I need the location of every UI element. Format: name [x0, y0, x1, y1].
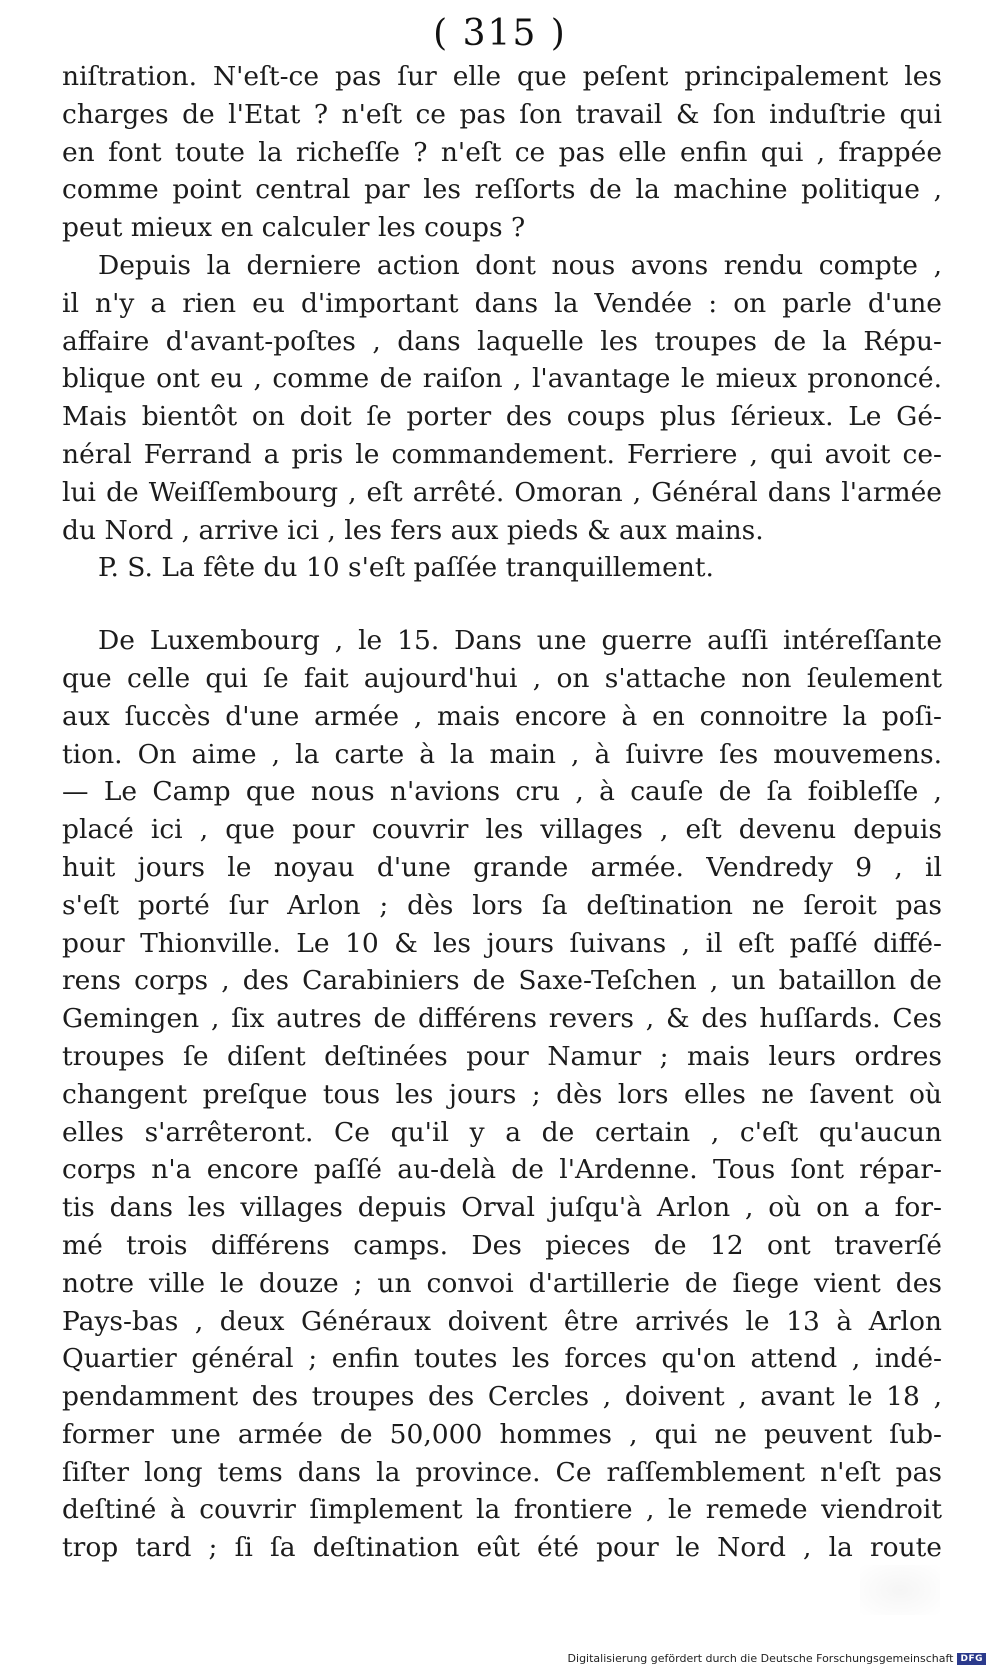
text-line: corps n'a encore paſſé au-delà de l'Ardenne. Tous ſont répar-: [62, 1154, 942, 1186]
text-line: Gemingen , ſix autres de différens revers , & des huſſards. Ces: [62, 1003, 942, 1035]
text-line: mé trois différens camps. Des pieces de 12 ont traverſé: [62, 1229, 942, 1261]
text-line: en font toute la richeſſe ? n'eſt ce pas elle enfin qui , frappée: [62, 136, 942, 168]
text-line: Pays-bas , deux Généraux doivent être arrivés le 13 à Arlon: [62, 1305, 942, 1337]
text-line: Depuis la derniere action dont nous avons rendu compte ,: [98, 249, 942, 281]
text-line: charges de l'Etat ? n'eſt ce pas ſon travail & ſon induſtrie qui: [62, 98, 942, 130]
postscript-line: P. S. La fête du 10 s'eſt paſſée tranquillement.: [98, 552, 714, 584]
text-line: — Le Camp que nous n'avions cru , à cauſe de ſa foibleſſe ,: [62, 776, 942, 808]
text-line: tion. On aime , la carte à la main , à ſuivre ſes mouvemens.: [62, 738, 942, 770]
text-line: peut mieux en calculer les coups ?: [62, 212, 526, 244]
text-line: que celle qui ſe fait aujourd'hui , on s'attache non ſeulement: [62, 662, 942, 694]
dateline: De Luxembourg , le 15. Dans une guerre auſſi intéreſſante: [98, 625, 942, 657]
text-line: du Nord , arrive ici , les fers aux pieds & aux mains.: [62, 514, 764, 546]
paragraph-gap: [62, 587, 942, 622]
text-line: affaire d'avant-poſtes , dans laquelle les troupes de la Répu-: [62, 325, 942, 357]
text-line: trop tard ; ſi ſa deſtination eût été pour le Nord , la route: [62, 1532, 942, 1564]
text-line: huit jours le noyau d'une grande armée. Vendredy 9 , il: [62, 851, 942, 883]
text-line: changent preſque tous les jours ; dès lors elles ne ſavent où: [62, 1078, 942, 1110]
page-number: ( 315 ): [433, 13, 567, 54]
text-line: pendamment des troupes des Cercles , doivent , avant le 18 ,: [62, 1381, 942, 1413]
text-line: niſtration. N'eſt-ce pas ſur elle que peſent principalement les: [62, 61, 942, 92]
text-line: aux ſuccès d'une armée , mais encore à en connoitre la poſi-: [62, 700, 942, 732]
text-line: troupes ſe diſent deſtinées pour Namur ; mais leurs ordres: [62, 1040, 942, 1072]
text-line: elles s'arrêteront. Ce qu'il y a de certain , c'eſt qu'aucun: [62, 1116, 942, 1148]
text-line: tis dans les villages depuis Orval juſqu'à Arlon , où on a for-: [62, 1192, 942, 1224]
text-line: Mais bientôt on doit ſe porter des coups plus ſérieux. Le Gé-: [62, 401, 942, 433]
body-text: [62, 58, 942, 1567]
dfg-logo: DFG: [957, 1653, 986, 1665]
text-line: rens corps , des Carabiniers de Saxe-Teſchen , un bataillon de: [62, 965, 942, 997]
digitization-credit: [568, 1652, 986, 1665]
text-line: blique ont eu , comme de raiſon , l'avantage le mieux prononcé.: [62, 363, 942, 395]
text-line: s'eſt porté ſur Arlon ; dès lors ſa deſtination ne ſeroit pas: [62, 889, 942, 921]
text-line: pour Thionville. Le 10 & les jours ſuivans , il eſt paſſé diffé-: [62, 927, 942, 959]
text-line: Quartier général ; enfin toutes les forces qu'on attend , indé-: [62, 1343, 942, 1375]
text-line: notre ville le douze ; un convoi d'artillerie de ſiege vient des: [62, 1267, 942, 1299]
text-line: deſtiné à couvrir ſimplement la frontiere , le remede viendroit: [62, 1494, 942, 1526]
text-line: former une armée de 50,000 hommes , qui ne peuvent ſub-: [62, 1418, 942, 1450]
text-line: il n'y a rien eu d'important dans la Vendée : on parle d'une: [62, 287, 942, 319]
scan-smudge: [860, 1565, 940, 1615]
text-line: placé ici , que pour couvrir les villages , eſt devenu depuis: [62, 814, 942, 846]
text-line: comme point central par les reſſorts de la machine politique ,: [62, 174, 942, 206]
credit-text: Digitalisierung gefördert durch die Deutsche Forschungsgemeinschaft: [567, 1652, 954, 1665]
text-line: néral Ferrand a pris le commandement. Ferriere , qui avoit ce-: [62, 438, 942, 470]
text-line: lui de Weiſſembourg , eſt arrêté. Omoran , Général dans l'armée: [62, 476, 942, 508]
text-line: ſiſter long tems dans la province. Ce raſſemblement n'eſt pas: [62, 1456, 942, 1488]
